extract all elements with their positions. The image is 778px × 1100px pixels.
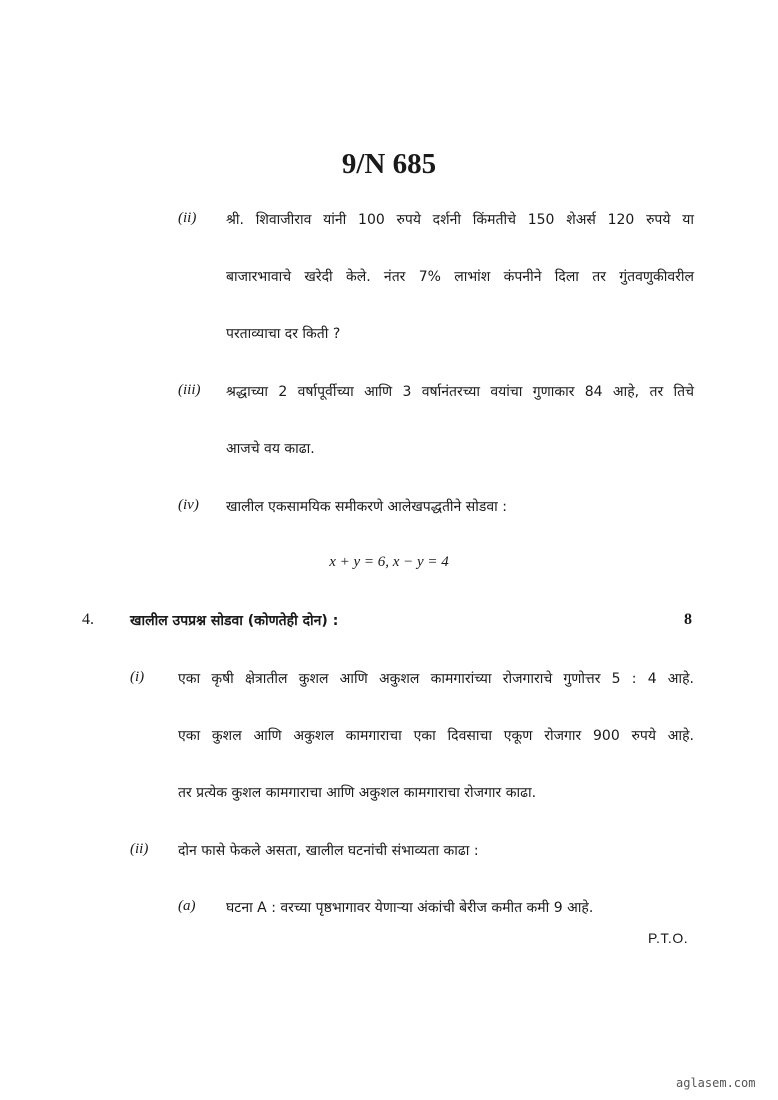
q4-i-line-1: एका कृषी क्षेत्रातील कुशल आणि अकुशल कामगारांच्या रोजगाराचे गुणोत्तर 5 : 4 आहे. xyxy=(178,671,694,687)
q3-ii-label: (ii) xyxy=(178,210,197,226)
q4-ii-text: दोन फासे फेकले असता, खालील घटनांची संभाव्यता काढा : xyxy=(178,843,479,859)
q4-i-line-3: तर प्रत्येक कुशल कामगाराचा आणि अकुशल कामगाराचा रोजगार काढा. xyxy=(178,785,537,801)
q4-number: 4. xyxy=(82,611,94,628)
q3-iv-text: खालील एकसामयिक समीकरणे आलेखपद्धतीने सोडवा : xyxy=(226,499,507,515)
q3-iii-line-1: श्रद्धाच्या 2 वर्षापूर्वीच्या आणि 3 वर्षानंतरच्या वयांचा गुणाकार 84 आहे, तर तिचे xyxy=(226,384,694,400)
q4-ii-a-text: घटना A : वरच्या पृष्ठभागावर येणाऱ्या अंकांची बेरीज कमीत कमी 9 आहे. xyxy=(226,900,594,916)
q3-iv-equation: x + y = 6, x − y = 4 xyxy=(329,554,449,570)
q4-ii-label: (ii) xyxy=(130,841,149,857)
pto-note: P.T.O. xyxy=(648,930,689,946)
q3-ii-line-1: श्री. शिवाजीराव यांनी 100 रुपये दर्शनी किंमतीचे 150 शेअर्स 120 रुपये या xyxy=(226,212,694,228)
q3-ii-line-2: बाजारभावाचे खरेदी केले. नंतर 7% लाभांश कंपनीने दिला तर गुंतवणुकीवरील xyxy=(226,269,694,285)
q4-heading: खालील उपप्रश्न सोडवा (कोणतेही दोन) : xyxy=(130,613,339,629)
watermark-site: aglasem.com xyxy=(676,1076,756,1090)
q3-iv-label: (iv) xyxy=(178,497,199,513)
q4-ii-a-label: (a) xyxy=(178,898,196,914)
paper-code: 9/N 685 xyxy=(341,148,437,180)
q3-iii-label: (iii) xyxy=(178,382,201,398)
q3-ii-line-3: परताव्याचा दर किती ? xyxy=(226,326,341,342)
q4-i-label: (i) xyxy=(130,669,145,685)
q4-i-line-2: एका कुशल आणि अकुशल कामगाराचा एका दिवसाचा एकूण रोजगार 900 रुपये आहे. xyxy=(178,728,694,744)
q4-marks: 8 xyxy=(684,611,692,628)
q3-iii-line-2: आजचे वय काढा. xyxy=(226,441,315,457)
